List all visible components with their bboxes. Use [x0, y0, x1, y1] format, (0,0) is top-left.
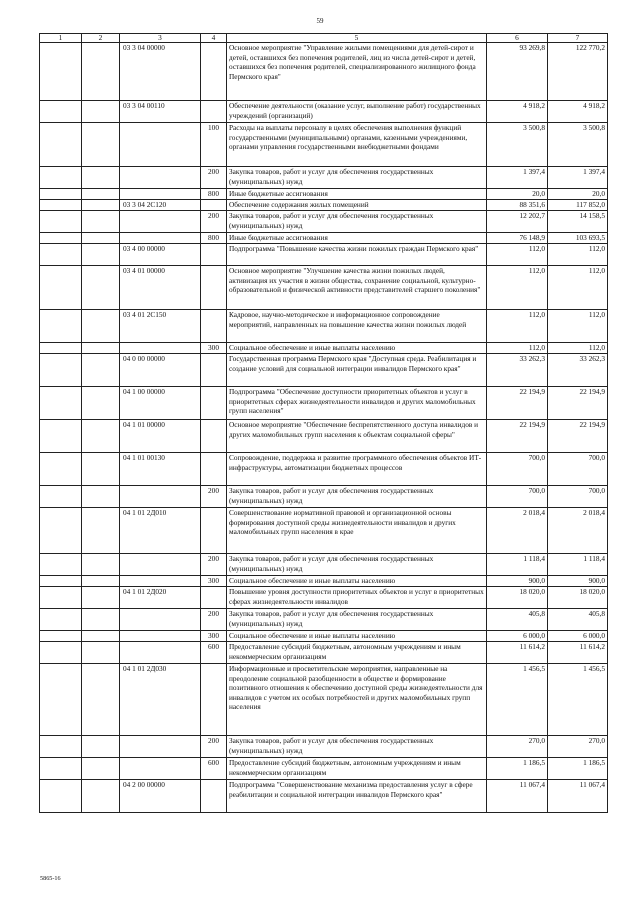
item-name-cell: Предоставление субсидий бюджетным, автономным учреждениям и иным некоммерческим организациям — [227, 642, 487, 664]
item-name-cell: Закупка товаров, работ и услуг для обеспечения государственных (муниципальных) нужд — [227, 609, 487, 631]
col1-cell — [40, 343, 82, 354]
col1-cell — [40, 758, 82, 780]
item-name-cell: Иные бюджетные ассигнования — [227, 189, 487, 200]
col2-cell — [82, 310, 120, 343]
amount-2016-cell: 3 500,8 — [487, 123, 548, 167]
item-name-cell: Информационные и просветительские мероприятия, направленные на преодоление социальной разобщенности в обществе и формирование позитивного отношения к обеспечению доступной среды жизнедеятельности для инвалидов с учетом их особых потребностей и других маломобильных групп населения — [227, 664, 487, 736]
amount-2016-cell: 112,0 — [487, 266, 548, 310]
target-code-cell: 03 4 01 2С150 — [120, 310, 201, 343]
amount-2017-cell: 22 194,9 — [548, 387, 608, 420]
col2-cell — [82, 609, 120, 631]
amount-2016-cell: 93 269,8 — [487, 43, 548, 101]
target-code-cell: 04 2 00 00000 — [120, 780, 201, 813]
amount-2016-cell: 112,0 — [487, 343, 548, 354]
amount-2017-cell: 3 500,8 — [548, 123, 608, 167]
expense-type-cell — [201, 101, 227, 123]
col2-cell — [82, 200, 120, 211]
page-number: 59 — [316, 17, 324, 25]
header-col-4: 4 — [201, 34, 227, 43]
expense-type-cell — [201, 664, 227, 736]
col2-cell — [82, 266, 120, 310]
amount-2016-cell: 900,0 — [487, 576, 548, 587]
expense-type-cell — [201, 310, 227, 343]
item-name-cell: Кадровое, научно-методическое и информационное сопровождение мероприятий, направленных на повышение качества жизни пожилых людей — [227, 310, 487, 343]
table-row — [40, 631, 608, 642]
expense-type-cell — [201, 387, 227, 420]
amount-2017-cell: 112,0 — [548, 343, 608, 354]
amount-2017-cell: 2 018,4 — [548, 508, 608, 554]
item-name-cell: Государственная программа Пермского края "Доступная среда. Реабилитация и создание условий для социальной интеграции инвалидов Пермского края" — [227, 354, 487, 387]
table-row — [40, 200, 608, 211]
col1-cell — [40, 576, 82, 587]
col2-cell — [82, 211, 120, 233]
amount-2016-cell: 405,8 — [487, 609, 548, 631]
amount-2017-cell: 117 852,0 — [548, 200, 608, 211]
table-row — [40, 310, 608, 343]
col1-cell — [40, 167, 82, 189]
item-name-cell: Закупка товаров, работ и услуг для обеспечения государственных (муниципальных) нужд — [227, 736, 487, 758]
table-row — [40, 167, 608, 189]
target-code-cell: 04 1 01 2Д030 — [120, 664, 201, 736]
col1-cell — [40, 200, 82, 211]
amount-2016-cell: 700,0 — [487, 486, 548, 508]
item-name-cell: Повышение уровня доступности приоритетных объектов и услуг в приоритетных сферах жизнедеятельности инвалидов — [227, 587, 487, 609]
amount-2016-cell: 22 194,9 — [487, 387, 548, 420]
col2-cell — [82, 43, 120, 101]
table-row — [40, 486, 608, 508]
amount-2016-cell: 33 262,3 — [487, 354, 548, 387]
amount-2016-cell: 22 194,9 — [487, 420, 548, 453]
col1-cell — [40, 453, 82, 486]
item-name-cell: Обеспечение деятельности (оказание услуг, выполнение работ) государственных учреждений (организаций) — [227, 101, 487, 123]
target-code-cell: 04 1 01 00000 — [120, 420, 201, 453]
amount-2016-cell: 18 020,0 — [487, 587, 548, 609]
col1-cell — [40, 266, 82, 310]
expense-type-cell: 200 — [201, 554, 227, 576]
target-code-cell: 04 1 01 00130 — [120, 453, 201, 486]
table-row — [40, 576, 608, 587]
expense-type-cell: 200 — [201, 609, 227, 631]
amount-2017-cell: 22 194,9 — [548, 420, 608, 453]
expense-type-cell: 800 — [201, 233, 227, 244]
expense-type-cell — [201, 780, 227, 813]
col1-cell — [40, 642, 82, 664]
amount-2017-cell: 122 770,2 — [548, 43, 608, 101]
expense-type-cell — [201, 420, 227, 453]
table-row — [40, 387, 608, 420]
amount-2017-cell: 112,0 — [548, 266, 608, 310]
amount-2017-cell: 20,0 — [548, 189, 608, 200]
col2-cell — [82, 420, 120, 453]
col1-cell — [40, 631, 82, 642]
header-col-1: 1 — [40, 34, 82, 43]
expense-type-cell: 200 — [201, 486, 227, 508]
col1-cell — [40, 354, 82, 387]
amount-2017-cell: 900,0 — [548, 576, 608, 587]
col1-cell — [40, 664, 82, 736]
col1-cell — [40, 233, 82, 244]
item-name-cell: Подпрограмма "Обеспечение доступности приоритетных объектов и услуг в приоритетных сферах жизнедеятельности инвалидов и других маломобильных групп населения" — [227, 387, 487, 420]
amount-2016-cell: 1 118,4 — [487, 554, 548, 576]
expense-type-cell: 800 — [201, 189, 227, 200]
col2-cell — [82, 123, 120, 167]
col1-cell — [40, 387, 82, 420]
expense-type-cell: 200 — [201, 736, 227, 758]
target-code-cell — [120, 609, 201, 631]
col1-cell — [40, 189, 82, 200]
col1-cell — [40, 244, 82, 266]
table-row — [40, 664, 608, 736]
target-code-cell: 03 3 04 00000 — [120, 43, 201, 101]
target-code-cell — [120, 642, 201, 664]
target-code-cell: 04 0 00 00000 — [120, 354, 201, 387]
col1-cell — [40, 780, 82, 813]
budget-table — [39, 33, 608, 813]
col1-cell — [40, 736, 82, 758]
amount-2017-cell: 33 262,3 — [548, 354, 608, 387]
amount-2016-cell: 700,0 — [487, 453, 548, 486]
header-col-6: 6 — [487, 34, 548, 43]
col1-cell — [40, 123, 82, 167]
col1-cell — [40, 554, 82, 576]
amount-2017-cell: 112,0 — [548, 310, 608, 343]
target-code-cell — [120, 211, 201, 233]
header-col-2: 2 — [82, 34, 120, 43]
amount-2017-cell: 405,8 — [548, 609, 608, 631]
amount-2016-cell: 1 456,5 — [487, 664, 548, 736]
col1-cell — [40, 211, 82, 233]
col2-cell — [82, 780, 120, 813]
target-code-cell — [120, 233, 201, 244]
item-name-cell: Расходы на выплаты персоналу в целях обеспечения выполнения функций государственными (муниципальными) органами, казенными учреждениями, органами управления государственными внебюджетными фондами — [227, 123, 487, 167]
col1-cell — [40, 101, 82, 123]
table-row — [40, 211, 608, 233]
item-name-cell: Сопровождение, поддержка и развитие программного обеспечения объектов ИТ-инфраструктуры, автоматизации бюджетных процессов — [227, 453, 487, 486]
target-code-cell: 04 1 01 2Д020 — [120, 587, 201, 609]
expense-type-cell — [201, 244, 227, 266]
col1-cell — [40, 420, 82, 453]
table-row — [40, 244, 608, 266]
amount-2017-cell: 700,0 — [548, 453, 608, 486]
expense-type-cell: 200 — [201, 211, 227, 233]
item-name-cell: Предоставление субсидий бюджетным, автономным учреждениям и иным некоммерческим организациям — [227, 758, 487, 780]
item-name-cell: Основное мероприятие "Улучшение качества жизни пожилых людей, активизация их участия в жизни общества, сохранение социальной, культурно-образовательной и физической активности представителей старшего поколения" — [227, 266, 487, 310]
expense-type-cell: 300 — [201, 631, 227, 642]
col2-cell — [82, 642, 120, 664]
table-row — [40, 780, 608, 813]
table-row — [40, 233, 608, 244]
amount-2017-cell: 112,0 — [548, 244, 608, 266]
amount-2016-cell: 2 018,4 — [487, 508, 548, 554]
table-row — [40, 189, 608, 200]
table-row — [40, 554, 608, 576]
target-code-cell: 03 4 00 00000 — [120, 244, 201, 266]
target-code-cell — [120, 576, 201, 587]
table-row — [40, 343, 608, 354]
amount-2016-cell: 1 397,4 — [487, 167, 548, 189]
amount-2016-cell: 270,0 — [487, 736, 548, 758]
amount-2017-cell: 4 918,2 — [548, 101, 608, 123]
amount-2017-cell: 6 000,0 — [548, 631, 608, 642]
expense-type-cell: 300 — [201, 576, 227, 587]
col1-cell — [40, 486, 82, 508]
amount-2016-cell: 1 186,5 — [487, 758, 548, 780]
amount-2017-cell: 11 614,2 — [548, 642, 608, 664]
col2-cell — [82, 189, 120, 200]
footer-code: 5865-16 — [40, 875, 61, 882]
table-row — [40, 420, 608, 453]
item-name-cell: Социальное обеспечение и иные выплаты населению — [227, 343, 487, 354]
amount-2016-cell: 12 202,7 — [487, 211, 548, 233]
target-code-cell — [120, 343, 201, 354]
col2-cell — [82, 343, 120, 354]
expense-type-cell — [201, 266, 227, 310]
amount-2016-cell: 4 918,2 — [487, 101, 548, 123]
expense-type-cell: 600 — [201, 758, 227, 780]
expense-type-cell — [201, 354, 227, 387]
target-code-cell — [120, 758, 201, 780]
item-name-cell: Социальное обеспечение и иные выплаты населению — [227, 631, 487, 642]
amount-2016-cell: 6 000,0 — [487, 631, 548, 642]
amount-2016-cell: 20,0 — [487, 189, 548, 200]
table-row — [40, 642, 608, 664]
table-row — [40, 453, 608, 486]
col1-cell — [40, 310, 82, 343]
col2-cell — [82, 758, 120, 780]
amount-2016-cell: 112,0 — [487, 310, 548, 343]
amount-2017-cell: 270,0 — [548, 736, 608, 758]
amount-2017-cell: 14 158,5 — [548, 211, 608, 233]
target-code-cell — [120, 554, 201, 576]
item-name-cell: Закупка товаров, работ и услуг для обеспечения государственных (муниципальных) нужд — [227, 554, 487, 576]
col1-cell — [40, 43, 82, 101]
expense-type-cell: 100 — [201, 123, 227, 167]
amount-2016-cell: 88 351,6 — [487, 200, 548, 211]
table-row — [40, 508, 608, 554]
col2-cell — [82, 508, 120, 554]
col2-cell — [82, 664, 120, 736]
target-code-cell — [120, 167, 201, 189]
amount-2017-cell: 1 456,5 — [548, 664, 608, 736]
target-code-cell — [120, 486, 201, 508]
amount-2016-cell: 112,0 — [487, 244, 548, 266]
amount-2017-cell: 103 693,5 — [548, 233, 608, 244]
item-name-cell: Подпрограмма "Совершенствование механизма предоставления услуг в сфере реабилитации и социальной интеграции инвалидов Пермского края" — [227, 780, 487, 813]
table-row — [40, 736, 608, 758]
target-code-cell — [120, 189, 201, 200]
amount-2017-cell: 1 118,4 — [548, 554, 608, 576]
item-name-cell: Закупка товаров, работ и услуг для обеспечения государственных (муниципальных) нужд — [227, 486, 487, 508]
item-name-cell: Социальное обеспечение и иные выплаты населению — [227, 576, 487, 587]
col2-cell — [82, 167, 120, 189]
col2-cell — [82, 736, 120, 758]
expense-type-cell: 600 — [201, 642, 227, 664]
target-code-cell: 03 3 04 2С120 — [120, 200, 201, 211]
target-code-cell: 03 4 01 00000 — [120, 266, 201, 310]
table-row — [40, 758, 608, 780]
amount-2017-cell: 700,0 — [548, 486, 608, 508]
item-name-cell: Закупка товаров, работ и услуг для обеспечения государственных (муниципальных) нужд — [227, 211, 487, 233]
col2-cell — [82, 576, 120, 587]
col1-cell — [40, 609, 82, 631]
item-name-cell: Закупка товаров, работ и услуг для обеспечения государственных (муниципальных) нужд — [227, 167, 487, 189]
expense-type-cell: 200 — [201, 167, 227, 189]
expense-type-cell: 300 — [201, 343, 227, 354]
item-name-cell: Основное мероприятие "Управление жилыми помещениями для детей-сирот и детей, оставшихся без попечения родителей, лиц из числа детей-сирот и детей, оставшихся без попечения родителей, специализированного жилищного фонда Пермского края" — [227, 43, 487, 101]
target-code-cell: 04 1 00 00000 — [120, 387, 201, 420]
amount-2016-cell: 11 067,4 — [487, 780, 548, 813]
amount-2017-cell: 11 067,4 — [548, 780, 608, 813]
target-code-cell: 04 1 01 2Д010 — [120, 508, 201, 554]
amount-2017-cell: 1 186,5 — [548, 758, 608, 780]
item-name-cell: Подпрограмма "Повышение качества жизни пожилых граждан Пермского края" — [227, 244, 487, 266]
col2-cell — [82, 453, 120, 486]
col2-cell — [82, 486, 120, 508]
expense-type-cell — [201, 200, 227, 211]
target-code-cell — [120, 123, 201, 167]
expense-type-cell — [201, 587, 227, 609]
table-row — [40, 123, 608, 167]
amount-2016-cell: 11 614,2 — [487, 642, 548, 664]
header-col-7: 7 — [548, 34, 608, 43]
table-row — [40, 43, 608, 101]
col2-cell — [82, 101, 120, 123]
col2-cell — [82, 354, 120, 387]
target-code-cell — [120, 631, 201, 642]
col2-cell — [82, 244, 120, 266]
table-row — [40, 609, 608, 631]
col2-cell — [82, 233, 120, 244]
col1-cell — [40, 587, 82, 609]
col2-cell — [82, 631, 120, 642]
table-row — [40, 266, 608, 310]
amount-2017-cell: 18 020,0 — [548, 587, 608, 609]
col1-cell — [40, 508, 82, 554]
col2-cell — [82, 554, 120, 576]
header-row — [40, 34, 608, 43]
item-name-cell: Иные бюджетные ассигнования — [227, 233, 487, 244]
col2-cell — [82, 587, 120, 609]
expense-type-cell — [201, 508, 227, 554]
table-row — [40, 587, 608, 609]
expense-type-cell — [201, 453, 227, 486]
item-name-cell: Совершенствование нормативной правовой и организационной основы формирования доступной среды жизнедеятельности инвалидов и других маломобильных групп населения в крае — [227, 508, 487, 554]
table-row — [40, 101, 608, 123]
amount-2017-cell: 1 397,4 — [548, 167, 608, 189]
header-col-5: 5 — [227, 34, 487, 43]
item-name-cell: Основное мероприятие "Обеспечение беспрепятственного доступа инвалидов и других маломобильных групп населения к объектам социальной сферы" — [227, 420, 487, 453]
col2-cell — [82, 387, 120, 420]
item-name-cell: Обеспечение содержания жилых помещений — [227, 200, 487, 211]
target-code-cell — [120, 736, 201, 758]
header-col-3: 3 — [120, 34, 201, 43]
expense-type-cell — [201, 43, 227, 101]
target-code-cell: 03 3 04 00110 — [120, 101, 201, 123]
amount-2016-cell: 76 148,9 — [487, 233, 548, 244]
table-row — [40, 354, 608, 387]
